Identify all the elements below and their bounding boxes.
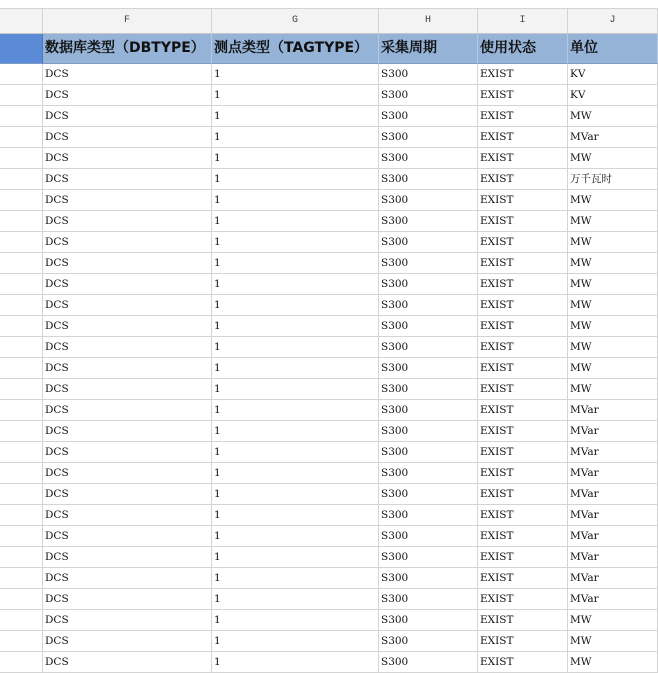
cell-tagtype[interactable]: 1 (212, 547, 379, 568)
cell-period[interactable]: S300 (379, 169, 478, 190)
cell-period[interactable]: S300 (379, 232, 478, 253)
cell-dbtype[interactable]: DCS (43, 274, 212, 295)
cell-dbtype[interactable]: DCS (43, 337, 212, 358)
cell-status[interactable]: EXIST (478, 631, 568, 652)
cell-unit[interactable]: MW (568, 379, 658, 400)
cell-unit[interactable]: MW (568, 148, 658, 169)
row-header[interactable] (0, 34, 43, 64)
cell-dbtype[interactable]: DCS (43, 106, 212, 127)
cell-period[interactable]: S300 (379, 253, 478, 274)
cell-unit[interactable]: MW (568, 295, 658, 316)
cell-unit[interactable]: MW (568, 106, 658, 127)
cell-tagtype[interactable]: 1 (212, 169, 379, 190)
row-header[interactable] (0, 442, 43, 463)
cell-dbtype[interactable]: DCS (43, 400, 212, 421)
cell-unit[interactable]: MVar (568, 400, 658, 421)
cell-period[interactable]: S300 (379, 211, 478, 232)
row-header[interactable] (0, 169, 43, 190)
cell-unit[interactable]: MW (568, 610, 658, 631)
row-header[interactable] (0, 232, 43, 253)
cell-period[interactable]: S300 (379, 190, 478, 211)
cell-tagtype[interactable]: 1 (212, 295, 379, 316)
cell-unit[interactable]: MW (568, 358, 658, 379)
cell-period[interactable]: S300 (379, 463, 478, 484)
table-row (0, 106, 658, 127)
cell-tagtype[interactable]: 1 (212, 337, 379, 358)
row-header[interactable] (0, 316, 43, 337)
cell-dbtype[interactable]: DCS (43, 652, 212, 673)
cell-status[interactable]: EXIST (478, 169, 568, 190)
cell-dbtype[interactable]: DCS (43, 190, 212, 211)
cell-tagtype[interactable]: 1 (212, 400, 379, 421)
cell-tagtype[interactable]: 1 (212, 610, 379, 631)
cell-dbtype[interactable]: DCS (43, 169, 212, 190)
cell-period[interactable]: S300 (379, 400, 478, 421)
cell-status[interactable]: EXIST (478, 526, 568, 547)
cell-tagtype[interactable]: 1 (212, 421, 379, 442)
cell-tagtype[interactable]: 1 (212, 484, 379, 505)
cell-status[interactable]: EXIST (478, 610, 568, 631)
cell-dbtype[interactable]: DCS (43, 85, 212, 106)
cell-unit[interactable]: MVar (568, 547, 658, 568)
row-header[interactable] (0, 148, 43, 169)
cell-period[interactable]: S300 (379, 421, 478, 442)
cell-period[interactable]: S300 (379, 337, 478, 358)
cell-tagtype[interactable]: 1 (212, 253, 379, 274)
header-cell-dbtype[interactable]: 数据库类型（DBTYPE） (43, 34, 212, 64)
cell-period[interactable]: S300 (379, 358, 478, 379)
cell-status[interactable]: EXIST (478, 379, 568, 400)
table-row (0, 484, 658, 505)
cell-status[interactable]: EXIST (478, 337, 568, 358)
cell-period[interactable]: S300 (379, 274, 478, 295)
table-row (0, 295, 658, 316)
cell-dbtype[interactable]: DCS (43, 127, 212, 148)
cell-dbtype[interactable]: DCS (43, 358, 212, 379)
table-row (0, 358, 658, 379)
cell-status[interactable]: EXIST (478, 547, 568, 568)
cell-status[interactable]: EXIST (478, 190, 568, 211)
cell-unit[interactable]: MVar (568, 505, 658, 526)
cell-tagtype[interactable]: 1 (212, 526, 379, 547)
row-header[interactable] (0, 421, 43, 442)
cell-status[interactable]: EXIST (478, 211, 568, 232)
cell-period[interactable]: S300 (379, 652, 478, 673)
table-row (0, 379, 658, 400)
row-header[interactable] (0, 190, 43, 211)
cell-tagtype[interactable]: 1 (212, 358, 379, 379)
cell-tagtype[interactable]: 1 (212, 64, 379, 85)
cell-tagtype[interactable]: 1 (212, 631, 379, 652)
table-row (0, 421, 658, 442)
table-header-row (0, 34, 658, 64)
cell-dbtype[interactable]: DCS (43, 463, 212, 484)
row-header[interactable] (0, 610, 43, 631)
cell-dbtype[interactable]: DCS (43, 316, 212, 337)
table-row (0, 589, 658, 610)
row-header[interactable] (0, 64, 43, 85)
cell-unit[interactable]: MW (568, 190, 658, 211)
cell-tagtype[interactable]: 1 (212, 211, 379, 232)
row-header[interactable] (0, 463, 43, 484)
cell-tagtype[interactable]: 1 (212, 148, 379, 169)
row-header[interactable] (0, 400, 43, 421)
cell-tagtype[interactable]: 1 (212, 652, 379, 673)
row-header[interactable] (0, 85, 43, 106)
table-row (0, 253, 658, 274)
cell-dbtype[interactable]: DCS (43, 148, 212, 169)
table-row (0, 442, 658, 463)
row-header[interactable] (0, 379, 43, 400)
cell-period[interactable]: S300 (379, 379, 478, 400)
table-row (0, 316, 658, 337)
table-body (0, 64, 658, 673)
cell-unit[interactable]: MW (568, 253, 658, 274)
row-header[interactable] (0, 589, 43, 610)
cell-tagtype[interactable]: 1 (212, 127, 379, 148)
table-row (0, 232, 658, 253)
column-header-f[interactable]: F (43, 9, 212, 33)
column-header-g[interactable]: G (212, 9, 379, 33)
cell-status[interactable]: EXIST (478, 295, 568, 316)
cell-dbtype[interactable]: DCS (43, 232, 212, 253)
cell-status[interactable]: EXIST (478, 484, 568, 505)
row-header[interactable] (0, 568, 43, 589)
cell-period[interactable]: S300 (379, 547, 478, 568)
cell-dbtype[interactable]: DCS (43, 442, 212, 463)
cell-unit[interactable]: MVar (568, 589, 658, 610)
cell-tagtype[interactable]: 1 (212, 568, 379, 589)
cell-status[interactable]: EXIST (478, 316, 568, 337)
row-header[interactable] (0, 253, 43, 274)
table-row (0, 64, 658, 85)
cell-unit[interactable]: MW (568, 652, 658, 673)
row-header[interactable] (0, 526, 43, 547)
row-header[interactable] (0, 505, 43, 526)
cell-unit[interactable]: MVar (568, 127, 658, 148)
cell-period[interactable]: S300 (379, 85, 478, 106)
table-row (0, 568, 658, 589)
cell-status[interactable]: EXIST (478, 400, 568, 421)
cell-unit[interactable]: MVar (568, 442, 658, 463)
table-row (0, 526, 658, 547)
table-row (0, 127, 658, 148)
cell-period[interactable]: S300 (379, 484, 478, 505)
cell-status[interactable]: EXIST (478, 358, 568, 379)
table-row (0, 631, 658, 652)
cell-dbtype[interactable]: DCS (43, 610, 212, 631)
column-header-i[interactable]: I (478, 9, 568, 33)
cell-dbtype[interactable]: DCS (43, 64, 212, 85)
cell-tagtype[interactable]: 1 (212, 85, 379, 106)
toolbar-gap (0, 0, 658, 8)
table-row (0, 505, 658, 526)
cell-status[interactable]: EXIST (478, 568, 568, 589)
cell-dbtype[interactable]: DCS (43, 379, 212, 400)
table-row (0, 400, 658, 421)
table-row (0, 610, 658, 631)
cell-status[interactable]: EXIST (478, 148, 568, 169)
cell-tagtype[interactable]: 1 (212, 379, 379, 400)
cell-period[interactable]: S300 (379, 568, 478, 589)
row-header[interactable] (0, 127, 43, 148)
cell-period[interactable]: S300 (379, 526, 478, 547)
cell-period[interactable]: S300 (379, 631, 478, 652)
cell-status[interactable]: EXIST (478, 106, 568, 127)
row-header[interactable] (0, 274, 43, 295)
table-row (0, 85, 658, 106)
cell-status[interactable]: EXIST (478, 232, 568, 253)
cell-period[interactable]: S300 (379, 127, 478, 148)
cell-unit[interactable]: MVar (568, 421, 658, 442)
table-row (0, 337, 658, 358)
cell-unit[interactable]: MVar (568, 526, 658, 547)
cell-tagtype[interactable]: 1 (212, 316, 379, 337)
cell-unit[interactable]: MW (568, 631, 658, 652)
cell-dbtype[interactable]: DCS (43, 631, 212, 652)
header-cell-period[interactable]: 采集周期 (379, 34, 478, 64)
row-header[interactable] (0, 547, 43, 568)
table-row (0, 190, 658, 211)
cell-status[interactable]: EXIST (478, 463, 568, 484)
cell-status[interactable]: EXIST (478, 505, 568, 526)
cell-period[interactable]: S300 (379, 442, 478, 463)
select-all-corner[interactable] (0, 9, 43, 33)
cell-unit[interactable]: 万千瓦时 (568, 169, 658, 190)
cell-status[interactable]: EXIST (478, 421, 568, 442)
cell-tagtype[interactable]: 1 (212, 190, 379, 211)
column-header-j[interactable]: J (568, 9, 658, 33)
cell-status[interactable]: EXIST (478, 442, 568, 463)
cell-dbtype[interactable]: DCS (43, 211, 212, 232)
cell-status[interactable]: EXIST (478, 253, 568, 274)
cell-unit[interactable]: MW (568, 274, 658, 295)
cell-period[interactable]: S300 (379, 505, 478, 526)
cell-dbtype[interactable]: DCS (43, 295, 212, 316)
cell-tagtype[interactable]: 1 (212, 589, 379, 610)
cell-unit[interactable]: MW (568, 316, 658, 337)
table-row (0, 463, 658, 484)
row-header[interactable] (0, 358, 43, 379)
row-header[interactable] (0, 652, 43, 673)
cell-period[interactable]: S300 (379, 589, 478, 610)
cell-unit[interactable]: MW (568, 211, 658, 232)
cell-tagtype[interactable]: 1 (212, 442, 379, 463)
table-row (0, 652, 658, 673)
header-cell-unit[interactable]: 单位 (568, 34, 658, 64)
cell-period[interactable]: S300 (379, 295, 478, 316)
cell-dbtype[interactable]: DCS (43, 526, 212, 547)
cell-tagtype[interactable]: 1 (212, 505, 379, 526)
table-row (0, 274, 658, 295)
table-row (0, 211, 658, 232)
cell-dbtype[interactable]: DCS (43, 253, 212, 274)
row-header[interactable] (0, 106, 43, 127)
column-header-bar (0, 8, 658, 34)
row-header[interactable] (0, 484, 43, 505)
cell-unit[interactable]: MVar (568, 484, 658, 505)
cell-unit[interactable]: MW (568, 232, 658, 253)
cell-period[interactable]: S300 (379, 610, 478, 631)
cell-dbtype[interactable]: DCS (43, 547, 212, 568)
cell-tagtype[interactable]: 1 (212, 463, 379, 484)
cell-status[interactable]: EXIST (478, 85, 568, 106)
cell-tagtype[interactable]: 1 (212, 106, 379, 127)
cell-status[interactable]: EXIST (478, 127, 568, 148)
cell-period[interactable]: S300 (379, 106, 478, 127)
table-row (0, 148, 658, 169)
cell-unit[interactable]: KV (568, 85, 658, 106)
cell-dbtype[interactable]: DCS (43, 568, 212, 589)
header-cell-status[interactable]: 使用状态 (478, 34, 568, 64)
cell-status[interactable]: EXIST (478, 274, 568, 295)
row-header[interactable] (0, 295, 43, 316)
row-header[interactable] (0, 211, 43, 232)
cell-unit[interactable]: MVar (568, 568, 658, 589)
cell-tagtype[interactable]: 1 (212, 232, 379, 253)
cell-period[interactable]: S300 (379, 316, 478, 337)
cell-period[interactable]: S300 (379, 64, 478, 85)
cell-status[interactable]: EXIST (478, 589, 568, 610)
cell-status[interactable]: EXIST (478, 652, 568, 673)
cell-unit[interactable]: KV (568, 64, 658, 85)
cell-dbtype[interactable]: DCS (43, 484, 212, 505)
row-header[interactable] (0, 337, 43, 358)
cell-unit[interactable]: MVar (568, 463, 658, 484)
cell-dbtype[interactable]: DCS (43, 589, 212, 610)
row-header[interactable] (0, 631, 43, 652)
cell-unit[interactable]: MW (568, 337, 658, 358)
column-header-h[interactable]: H (379, 9, 478, 33)
cell-dbtype[interactable]: DCS (43, 421, 212, 442)
table-row (0, 169, 658, 190)
header-cell-tagtype[interactable]: 测点类型（TAGTYPE） (212, 34, 379, 64)
cell-period[interactable]: S300 (379, 148, 478, 169)
cell-tagtype[interactable]: 1 (212, 274, 379, 295)
cell-status[interactable]: EXIST (478, 64, 568, 85)
cell-dbtype[interactable]: DCS (43, 505, 212, 526)
table-row (0, 547, 658, 568)
